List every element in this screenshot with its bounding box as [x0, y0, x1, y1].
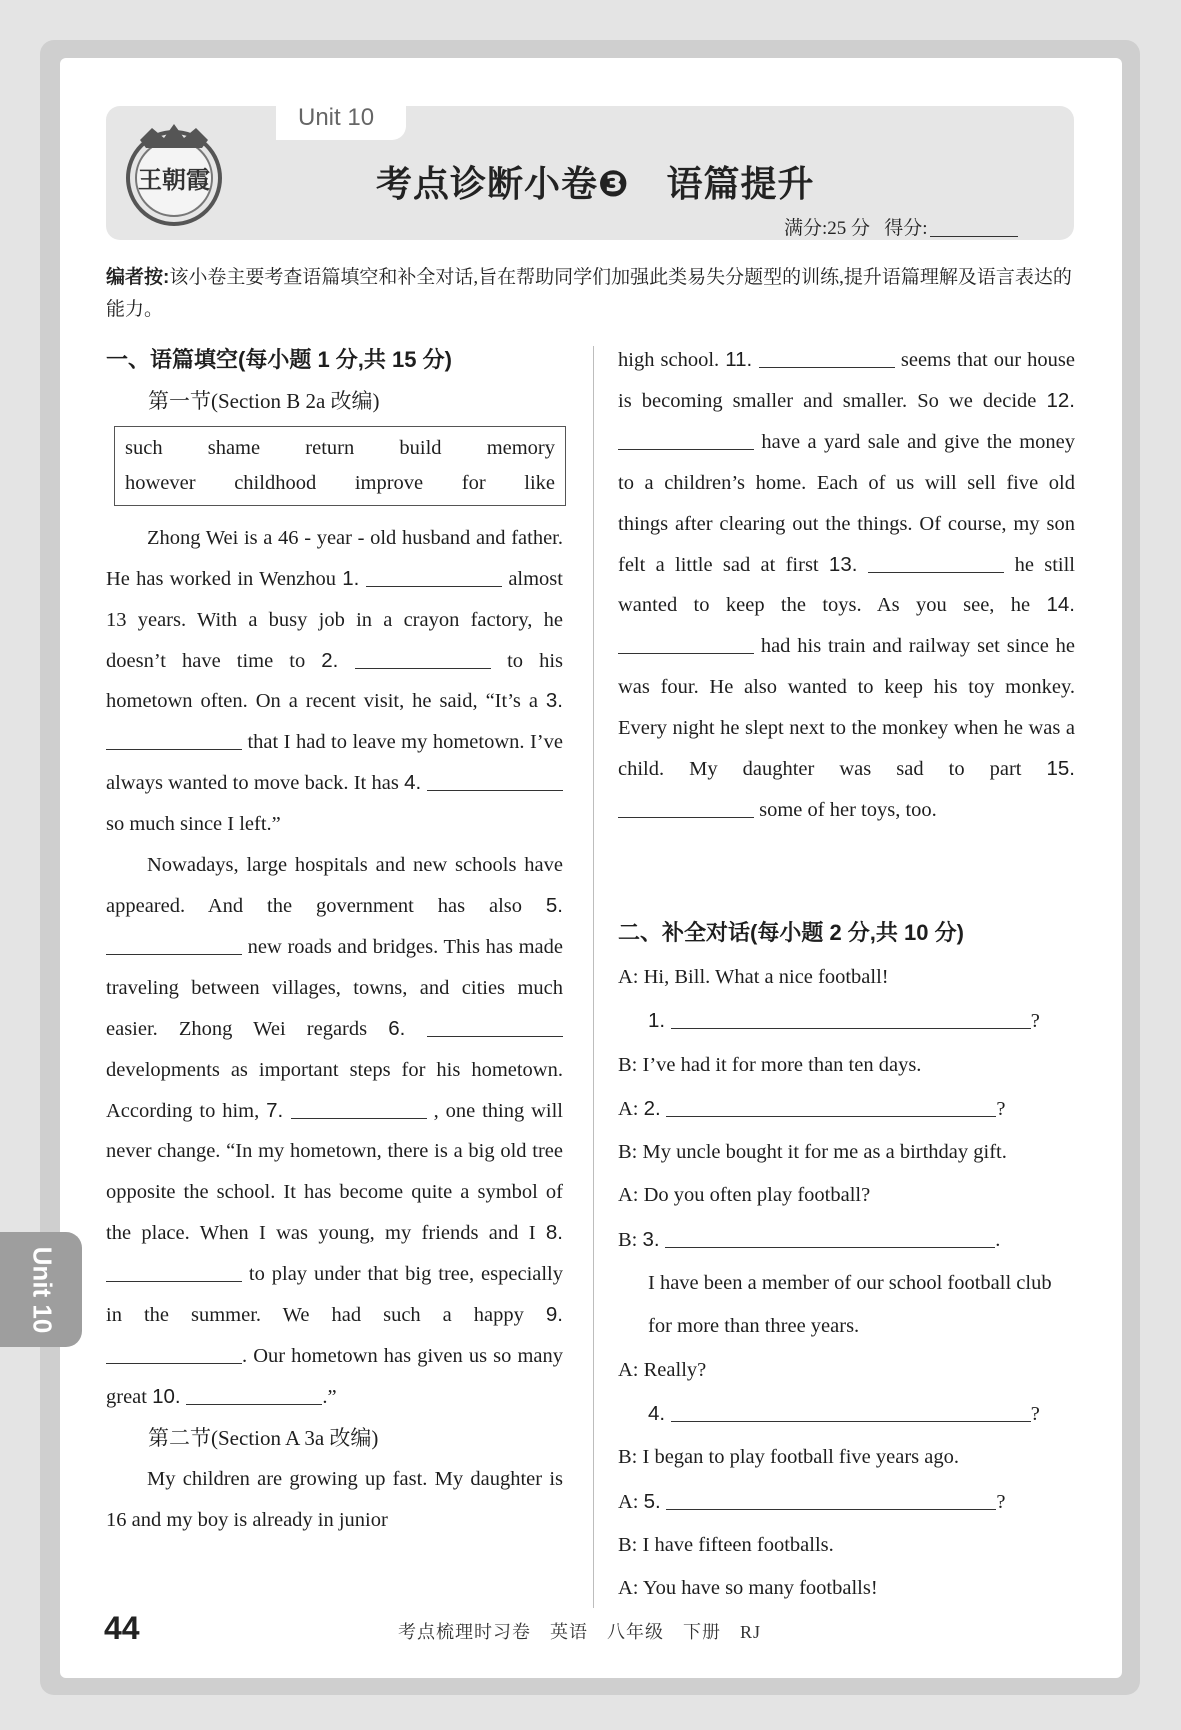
line-end-punctuation: ?	[996, 1097, 1006, 1120]
answer-blank[interactable]	[291, 1100, 427, 1119]
blank-number: 1.	[648, 1009, 671, 1033]
answer-blank[interactable]	[355, 650, 491, 669]
word-option: for	[461, 471, 486, 494]
dialogue-line	[618, 1392, 1078, 1436]
line-end-punctuation: .	[995, 1228, 1001, 1251]
page-number: 44	[104, 1610, 140, 1646]
passage-text: , one thing will never change. “In my hometown, there is a big old tree opposite the school. It has become quite a symbol of the place. When I was young, my friends and I	[106, 1099, 563, 1245]
blank-number: 2.	[321, 648, 356, 672]
section1-title: 第一节(Section B 2a 改编)	[148, 388, 380, 413]
speaker-label: A:	[618, 1490, 644, 1513]
blank-number: 15.	[1046, 757, 1075, 781]
dialogue-text: B: My uncle bought it for me as a birthday gift.	[618, 1141, 1007, 1164]
word-option: memory	[486, 436, 556, 459]
speaker-label: B:	[618, 1228, 643, 1251]
page-title: 考点诊断小卷❸ 语篇提升	[376, 163, 815, 204]
passage-text: to play under that big tree, especially in the summer. We had such a happy	[106, 1263, 563, 1327]
word-option: shame	[207, 436, 261, 459]
answer-blank[interactable]	[186, 1386, 322, 1405]
passage-paragraph-2	[106, 845, 563, 1418]
blank-number: 4.	[404, 771, 427, 795]
section2-title: 第二节(Section A 3a 改编)	[148, 1425, 379, 1450]
part1-title: 一、语篇填空(每小题 1 分,共 15 分)	[106, 347, 452, 372]
score-label: 得分:	[884, 218, 928, 239]
blank-number: 12.	[1046, 388, 1075, 412]
passage-text: high school.	[618, 349, 726, 371]
answer-blank[interactable]	[618, 799, 754, 818]
answer-blank[interactable]	[106, 1263, 242, 1282]
answer-blank[interactable]	[868, 554, 1004, 573]
word-option: however	[125, 471, 196, 494]
word-option: improve	[354, 471, 424, 494]
answer-blank[interactable]	[106, 936, 242, 955]
dialogue-line	[618, 1044, 1078, 1087]
answer-blank[interactable]	[106, 1345, 242, 1364]
word-option: such	[125, 436, 163, 459]
passage-text: so much since I left.”	[106, 813, 281, 836]
answer-line[interactable]	[666, 1491, 996, 1510]
blank-number: 1.	[342, 566, 367, 590]
dialogue-line	[618, 1218, 1078, 1262]
word-option: return	[305, 436, 355, 459]
unit-side-label: Unit 10	[27, 1246, 58, 1334]
word-box	[114, 426, 566, 506]
passage-text: Zhong Wei is a 46 - year - old husband and father. He has worked in Wenzhou	[106, 526, 563, 590]
blank-number: 5.	[643, 1489, 667, 1513]
line-end-punctuation: ?	[1030, 1010, 1040, 1033]
note-text: 该小卷主要考查语篇填空和补全对话,旨在帮助同学们加强此类易失分题型的训练,提升语篇理解及语言表达的能力。	[106, 267, 1072, 320]
svg-text:王朝霞: 王朝霞	[138, 165, 210, 194]
answer-blank[interactable]	[427, 1018, 563, 1037]
passage-paragraph-3-continued	[618, 340, 1075, 831]
blank-number: 13.	[828, 552, 869, 576]
blank-number: 3.	[545, 689, 563, 713]
word-box-row-2	[125, 466, 555, 501]
blank-number: 14.	[1046, 593, 1075, 617]
blank-number: 9.	[545, 1303, 563, 1327]
passage-text: My children are growing up fast. My daughter is 16 and my boy is already in junior	[106, 1467, 563, 1531]
column-divider	[593, 346, 594, 1608]
blank-number: 3.	[642, 1227, 666, 1251]
note-label: 编者按:	[106, 267, 170, 288]
line-end-punctuation: ?	[996, 1490, 1006, 1513]
passage-paragraph-1	[106, 518, 563, 845]
dialogue-line	[618, 1436, 1078, 1479]
dialogue-line	[618, 1087, 1078, 1131]
score-blank[interactable]	[930, 220, 1018, 237]
passage-text: he still wanted to keep the toys. As you see, he	[618, 553, 1075, 617]
dialogue-text: B: I began to play football five years ago.	[618, 1446, 959, 1469]
dialogue-line	[618, 1480, 1078, 1524]
dialogue-text: B: I have fifteen footballs.	[618, 1533, 834, 1556]
dialogue-line	[618, 956, 1078, 999]
answer-line[interactable]	[671, 1403, 1031, 1422]
passage-text: developments as important steps for his hometown. According to him,	[106, 1058, 563, 1122]
blank-number: 8.	[545, 1221, 563, 1245]
answer-blank[interactable]	[366, 568, 502, 587]
dialogue-line	[618, 1174, 1078, 1217]
passage-text: almost 13 years. With a busy job in a crayon factory, he doesn’t have time to	[106, 567, 563, 672]
word-option: childhood	[234, 471, 317, 494]
dialogue-line	[618, 1524, 1078, 1567]
footer-text: 考点梳理时习卷 英语 八年级 下册 RJ	[398, 1622, 762, 1642]
passage-text: that I had to leave my hometown. I’ve always wanted to move back. It has	[106, 731, 563, 795]
passage-text: some of her toys, too.	[754, 798, 937, 821]
word-box-row-1	[125, 431, 555, 466]
word-option: build	[399, 436, 442, 459]
blank-number: 7.	[266, 1098, 291, 1122]
dialogue-text: A: Really?	[618, 1358, 707, 1381]
dialogue-text: I have been a member of our school football club for more than three years.	[648, 1272, 1052, 1338]
right-column	[618, 340, 1075, 831]
answer-line[interactable]	[665, 1229, 995, 1248]
answer-blank[interactable]	[618, 635, 754, 654]
passage-text: Nowadays, large hospitals and new schools have appeared. And the government has also	[106, 854, 563, 917]
dialogue-text: A: Hi, Bill. What a nice football!	[618, 966, 889, 988]
passage-text: seems that our house is becoming smaller and smaller. So we decide	[618, 349, 1076, 412]
blank-number: 6.	[388, 1016, 427, 1040]
blank-number: 5.	[545, 893, 563, 917]
passage-text: . Our hometown has given us so many great	[106, 1344, 563, 1408]
passage-paragraph-3	[106, 1459, 563, 1541]
word-option: like	[524, 471, 556, 494]
publisher-logo	[118, 118, 230, 230]
dialogue-line	[618, 1262, 1078, 1349]
answer-blank[interactable]	[106, 731, 242, 750]
speaker-label: A:	[618, 1097, 644, 1120]
score-line	[784, 213, 1018, 240]
answer-line[interactable]	[666, 1098, 996, 1117]
left-column	[106, 340, 563, 1540]
dialogue-line	[618, 1567, 1078, 1610]
answer-blank[interactable]	[427, 772, 563, 791]
answer-blank[interactable]	[618, 431, 754, 450]
answer-line[interactable]	[671, 1010, 1031, 1029]
unit-label: Unit 10	[298, 104, 375, 131]
answer-blank[interactable]	[759, 349, 895, 368]
passage-text: to his hometown often. On a recent visit, he said, “It’s a	[106, 649, 563, 713]
dialogue-line	[618, 1349, 1078, 1392]
part2-title: 二、补全对话(每小题 2 分,共 10 分)	[618, 920, 964, 945]
editor-note	[106, 262, 1076, 326]
dialogue-line	[618, 999, 1078, 1043]
blank-number: 11.	[725, 348, 759, 371]
dialogue	[618, 956, 1078, 1610]
passage-text: new roads and bridges. This has made traveling between villages, towns, and cities much easier. Zhong Wei regards	[106, 935, 563, 1040]
blank-number: 10.	[152, 1384, 187, 1408]
line-end-punctuation: ?	[1030, 1402, 1040, 1425]
passage-text: .”	[322, 1385, 337, 1408]
dialogue-text: A: You have so many footballs!	[618, 1577, 878, 1600]
blank-number: 2.	[643, 1096, 667, 1120]
passage-text: have a yard sale and give the money to a children’s home. Each of us will sell five old things after clearing out the things. Of course, my son felt a little sad at first	[618, 430, 1075, 576]
full-score: 满分:25 分	[784, 218, 871, 239]
dialogue-line	[618, 1131, 1078, 1174]
passage-text: had his train and railway set since he was four. He also wanted to keep his toy monkey. Every night he slept next to the monkey when he was a child. My daughter was sad to part	[618, 635, 1075, 781]
blank-number: 4.	[648, 1401, 671, 1425]
dialogue-text: A: Do you often play football?	[618, 1184, 871, 1207]
dialogue-text: B: I’ve had it for more than ten days.	[618, 1053, 922, 1076]
